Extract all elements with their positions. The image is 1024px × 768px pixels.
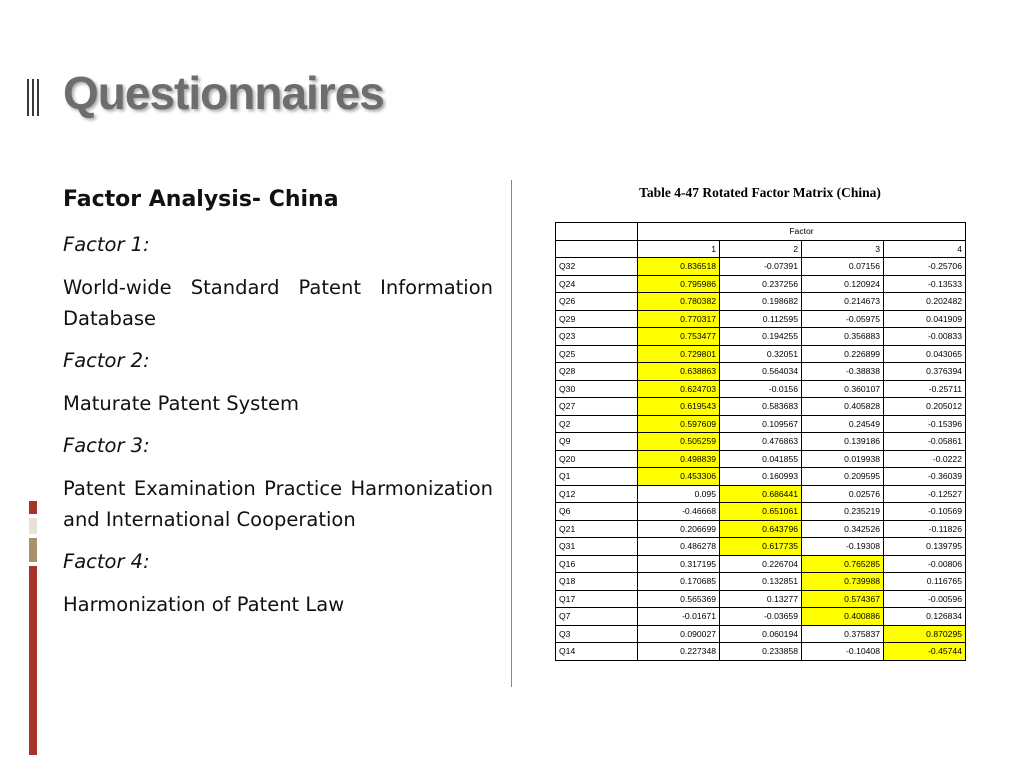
loading-cell: 0.486278 [638,538,720,556]
question-cell: Q29 [556,310,638,328]
loading-cell: 0.565369 [638,590,720,608]
loading-cell: 0.170685 [638,573,720,591]
table-row [556,485,966,503]
column-header: 4 [884,240,966,258]
rotated-factor-matrix [555,222,966,661]
question-cell: Q14 [556,643,638,661]
loading-cell: -0.15396 [884,415,966,433]
table-row [556,433,966,451]
loading-cell: 0.202482 [884,293,966,311]
loading-cell: 0.139186 [802,433,884,451]
loading-cell: 0.237256 [720,275,802,293]
question-cell: Q30 [556,380,638,398]
question-cell: Q25 [556,345,638,363]
loading-cell: -0.12527 [884,485,966,503]
loading-cell: -0.36039 [884,468,966,486]
loading-cell: 0.090027 [638,625,720,643]
loading-cell: 0.120924 [802,275,884,293]
summary-heading: Factor Analysis- China [63,187,339,212]
table-row [556,258,966,276]
table-caption: Table 4-47 Rotated Factor Matrix (China) [639,185,881,200]
table-row [556,520,966,538]
loading-cell-highlighted: 0.617735 [720,538,802,556]
loading-cell: 0.376394 [884,363,966,381]
table-row [556,380,966,398]
table-row [556,293,966,311]
loading-cell: 0.317195 [638,555,720,573]
table-row [556,310,966,328]
table-row [556,415,966,433]
accent-seg-3 [29,538,37,562]
loading-cell: -0.00806 [884,555,966,573]
loading-cell: -0.07391 [720,258,802,276]
table-row [556,328,966,346]
question-cell: Q31 [556,538,638,556]
accent-seg-1 [29,501,37,514]
loading-cell-highlighted: 0.498839 [638,450,720,468]
loading-cell: -0.11826 [884,520,966,538]
loading-cell: 0.194255 [720,328,802,346]
loading-cell: 0.019938 [802,450,884,468]
loading-cell: 0.233858 [720,643,802,661]
table-row [556,398,966,416]
factor-3-description: Patent Examination Practice Harmonization and International Cooperation [63,477,493,531]
loading-cell: 0.206699 [638,520,720,538]
loading-cell-highlighted: 0.597609 [638,415,720,433]
loading-cell: 0.041909 [884,310,966,328]
loading-cell: 0.205012 [884,398,966,416]
factor-group-header: Factor [638,223,966,241]
table-row [556,608,966,626]
question-cell: Q3 [556,625,638,643]
loading-cell-highlighted: 0.870295 [884,625,966,643]
question-cell: Q32 [556,258,638,276]
loading-cell: -0.00833 [884,328,966,346]
loading-cell: 0.583683 [720,398,802,416]
loading-cell-highlighted: 0.770317 [638,310,720,328]
table-row [556,555,966,573]
loading-cell-highlighted: 0.400886 [802,608,884,626]
question-cell: Q20 [556,450,638,468]
loading-cell: -0.0156 [720,380,802,398]
loading-cell: 0.139795 [884,538,966,556]
loading-cell: -0.01671 [638,608,720,626]
loading-cell-highlighted: 0.453306 [638,468,720,486]
loading-cell: -0.05975 [802,310,884,328]
loading-cell-highlighted: 0.574367 [802,590,884,608]
loading-cell: 0.07156 [802,258,884,276]
loading-cell: -0.25706 [884,258,966,276]
question-cell: Q26 [556,293,638,311]
loading-cell: 0.043065 [884,345,966,363]
question-cell: Q9 [556,433,638,451]
table-corner-cell [556,240,638,258]
loading-cell: 0.095 [638,485,720,503]
question-cell: Q16 [556,555,638,573]
table-row [556,538,966,556]
table-row [556,468,966,486]
loading-cell: -0.46668 [638,503,720,521]
loading-cell-highlighted: 0.686441 [720,485,802,503]
loading-cell-highlighted: 0.624703 [638,380,720,398]
loading-cell: -0.03659 [720,608,802,626]
table-column-header-row [556,240,966,258]
loading-cell: -0.00596 [884,590,966,608]
loading-cell: -0.10569 [884,503,966,521]
loading-cell: 0.356883 [802,328,884,346]
loading-cell: 0.476863 [720,433,802,451]
question-cell: Q24 [556,275,638,293]
loading-cell-highlighted: 0.739988 [802,573,884,591]
loading-cell: 0.375837 [802,625,884,643]
accent-seg-2 [29,518,37,534]
table-corner-cell [556,223,638,241]
loading-cell-highlighted: 0.505259 [638,433,720,451]
loading-cell-highlighted: 0.729801 [638,345,720,363]
loading-cell: 0.235219 [802,503,884,521]
loading-cell-highlighted: 0.638863 [638,363,720,381]
loading-cell-highlighted: 0.780382 [638,293,720,311]
loading-cell: 0.02576 [802,485,884,503]
factor-2-description: Maturate Patent System [63,392,299,415]
loading-cell: 0.160993 [720,468,802,486]
loading-cell: -0.38838 [802,363,884,381]
column-divider [511,180,512,687]
accent-bar [29,501,37,755]
loading-cell: 0.041855 [720,450,802,468]
loading-cell: 0.060194 [720,625,802,643]
factor-4-description: Harmonization of Patent Law [63,593,345,616]
column-header: 2 [720,240,802,258]
loading-cell: 0.132851 [720,573,802,591]
table-row [556,573,966,591]
question-cell: Q6 [556,503,638,521]
question-cell: Q2 [556,415,638,433]
loading-cell: 0.342526 [802,520,884,538]
loading-cell: 0.109567 [720,415,802,433]
loading-cell: -0.13533 [884,275,966,293]
table-row [556,643,966,661]
loading-cell: 0.13277 [720,590,802,608]
loading-cell: 0.126834 [884,608,966,626]
loading-cell: 0.227348 [638,643,720,661]
factor-3-label: Factor 3: [63,434,150,457]
loading-cell: 0.209595 [802,468,884,486]
table-row [556,590,966,608]
table-group-header-row [556,223,966,241]
table-row [556,363,966,381]
loading-cell-highlighted: 0.643796 [720,520,802,538]
loading-cell: 0.226899 [802,345,884,363]
question-cell: Q28 [556,363,638,381]
factor-2-label: Factor 2: [63,349,150,372]
question-cell: Q23 [556,328,638,346]
loading-cell: 0.32051 [720,345,802,363]
factor-summary [63,186,493,634]
table-row [556,625,966,643]
loading-cell: 0.198682 [720,293,802,311]
loading-cell: 0.24549 [802,415,884,433]
loading-cell-highlighted: 0.619543 [638,398,720,416]
loading-cell-highlighted: 0.836518 [638,258,720,276]
question-cell: Q17 [556,590,638,608]
table-row [556,450,966,468]
loading-cell: 0.214673 [802,293,884,311]
loading-cell: 0.226704 [720,555,802,573]
loading-cell: -0.05861 [884,433,966,451]
loading-cell-highlighted: 0.795986 [638,275,720,293]
loading-cell-highlighted: 0.651061 [720,503,802,521]
factor-4-label: Factor 4: [63,550,150,573]
slide-title: Questionnaires [63,67,384,119]
loading-cell-highlighted: -0.45744 [884,643,966,661]
loading-cell: -0.10408 [802,643,884,661]
loading-cell: 0.360107 [802,380,884,398]
table-body [556,258,966,661]
loading-cell-highlighted: 0.753477 [638,328,720,346]
factor-1-label: Factor 1: [63,233,150,256]
question-cell: Q7 [556,608,638,626]
loading-cell: -0.25711 [884,380,966,398]
column-header: 1 [638,240,720,258]
question-cell: Q1 [556,468,638,486]
table-row [556,503,966,521]
loading-cell: -0.0222 [884,450,966,468]
factor-1-description: World-wide Standard Patent Information Database [63,276,493,330]
loading-cell: 0.564034 [720,363,802,381]
question-cell: Q12 [556,485,638,503]
loading-cell-highlighted: 0.765285 [802,555,884,573]
column-header: 3 [802,240,884,258]
accent-seg-4 [29,566,37,755]
loading-cell: 0.112595 [720,310,802,328]
question-cell: Q21 [556,520,638,538]
question-cell: Q27 [556,398,638,416]
loading-cell: 0.116765 [884,573,966,591]
table-row [556,275,966,293]
table-row [556,345,966,363]
loading-cell: -0.19308 [802,538,884,556]
title-bars-icon [27,79,39,116]
question-cell: Q18 [556,573,638,591]
loading-cell: 0.405828 [802,398,884,416]
